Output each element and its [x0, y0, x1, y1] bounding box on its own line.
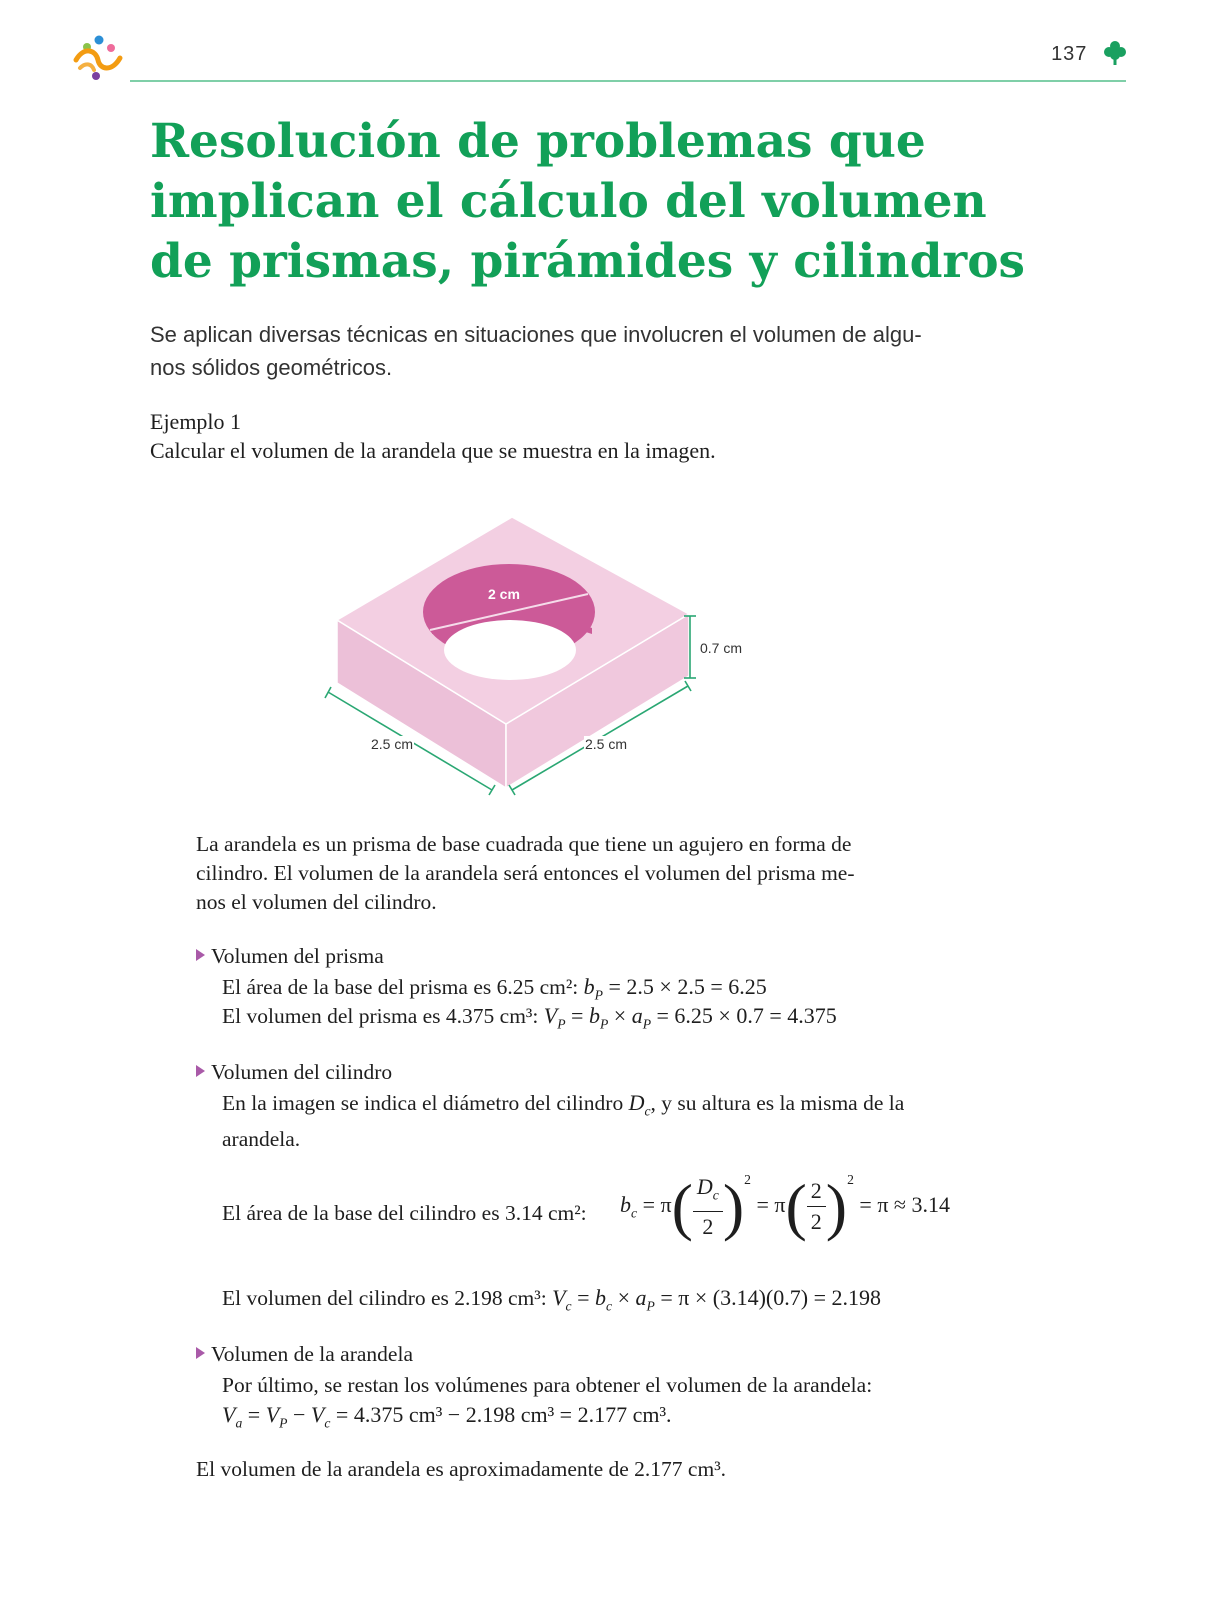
prism-volume-text: El volumen del prisma es 4.375 cm³:: [222, 1004, 539, 1028]
prism-base-formula-value: = 2.5 × 2.5 = 6.25: [608, 974, 767, 999]
hole-opening: [444, 620, 576, 680]
washer-heading: [196, 1342, 413, 1367]
intro-line-1: Se aplican diversas técnicas en situaciones que involucren el volumen de algu-: [150, 322, 922, 347]
bullet-triangle-icon: [196, 949, 205, 961]
logo: [70, 32, 126, 84]
bullet-triangle-icon: [196, 1065, 205, 1077]
page-number: [1051, 40, 1126, 66]
washer-formula-line: [222, 1400, 672, 1437]
prism-volume-line: [222, 1001, 837, 1038]
cylinder-description: En la imagen se indica el diámetro del cilindro $D_c$, y su altura es la misma de la arandela.: [222, 1090, 905, 1152]
cylinder-heading-text: Volumen del cilindro: [211, 1060, 393, 1084]
cylinder-base-text: El área de la base del cilindro es 3.14 cm²:: [222, 1201, 587, 1225]
conclusion: El volumen de la arandela es aproximadamente de 2.177 cm³.: [196, 1457, 727, 1481]
left-side-label: 2.5 cm: [371, 736, 414, 752]
cylinder-volume-formula: $V_c = b_c \times a_P = \pi \times (3.14)(0.7) = 2.198$: [552, 1285, 881, 1314]
washer-formula: $V_a = V_P - V_c = 4.375$ cm³ − 2.198 cm³ = 2.177 cm³.: [222, 1402, 672, 1431]
cylinder-desc-line-2: arandela.: [222, 1127, 301, 1152]
cylinder-base-formula: $b_c = \pi$( $\frac{D_c}{2}$ )$^2$ = π( $\frac{2}{2}$ )$^2$ = π ≈ 3.14: [620, 1170, 951, 1242]
cylinder-base-result: = π ≈ 3.14: [859, 1192, 951, 1217]
title-line-1: Resolución de problemas que: [150, 114, 926, 169]
cylinder-desc-part-a: En la imagen se indica el diámetro del cilindro: [222, 1091, 624, 1115]
explanation-line-3: nos el volumen del cilindro.: [196, 890, 437, 914]
intro-paragraph: [150, 318, 940, 384]
cylinder-desc-part-b: , y su altura es la misma de la: [650, 1091, 905, 1115]
explanation-line-2: cilindro. El volumen de la arandela será entonces el volumen del prisma me-: [196, 861, 855, 885]
header-rule: [130, 80, 1126, 82]
prism-volume-formula-value: = 6.25 × 0.7 = 4.375: [656, 1003, 837, 1028]
cylinder-volume-formula-value: = π × (3.14)(0.7) = 2.198: [660, 1285, 881, 1310]
intro-line-2: nos sólidos geométricos.: [150, 355, 393, 380]
right-side-label: 2.5 cm: [585, 736, 628, 752]
cylinder-volume-line: [222, 1283, 881, 1320]
explanation-line-1: La arandela es un prisma de base cuadrada que tiene un agujero en forma de: [196, 832, 852, 856]
cylinder-volume-text: El volumen del cilindro es 2.198 cm³:: [222, 1286, 547, 1310]
prism-heading: [196, 944, 384, 969]
washer-figure: [320, 510, 780, 800]
logo-icon: [70, 32, 126, 84]
page-number-text: 137: [1051, 43, 1088, 65]
prism-heading-text: Volumen del prisma: [211, 944, 384, 968]
page-title: [150, 112, 1050, 292]
washer-description: Por último, se restan los volúmenes para obtener el volumen de la arandela:: [222, 1373, 873, 1397]
washer-heading-text: Volumen de la arandela: [211, 1342, 413, 1366]
prism-volume-formula: $V_P = b_P \times a_P = 6.25 \times 0.7 = 4.375$: [543, 1003, 837, 1032]
example-label: Ejemplo 1: [150, 409, 242, 434]
diameter-label: 2 cm: [488, 586, 520, 602]
prism-base-text: El área de la base del prisma es 6.25 cm²:: [222, 975, 579, 999]
tree-icon: [1104, 40, 1126, 66]
title-line-3: de prismas, pirámides y cilindros: [150, 234, 1026, 289]
prism-base-formula: $b_P = 2.5 \times 2.5 = 6.25$: [583, 974, 767, 1003]
height-label: 0.7 cm: [700, 640, 743, 656]
example-statement: Calcular el volumen de la arandela que se muestra en la imagen.: [150, 438, 716, 463]
title-line-2: implican el cálculo del volumen: [150, 174, 987, 229]
bullet-triangle-icon: [196, 1347, 205, 1359]
cylinder-heading: [196, 1060, 392, 1085]
explanation-paragraph: [196, 830, 936, 917]
washer-formula-value: = 4.375 cm³ − 2.198 cm³ = 2.177 cm³.: [335, 1402, 672, 1427]
